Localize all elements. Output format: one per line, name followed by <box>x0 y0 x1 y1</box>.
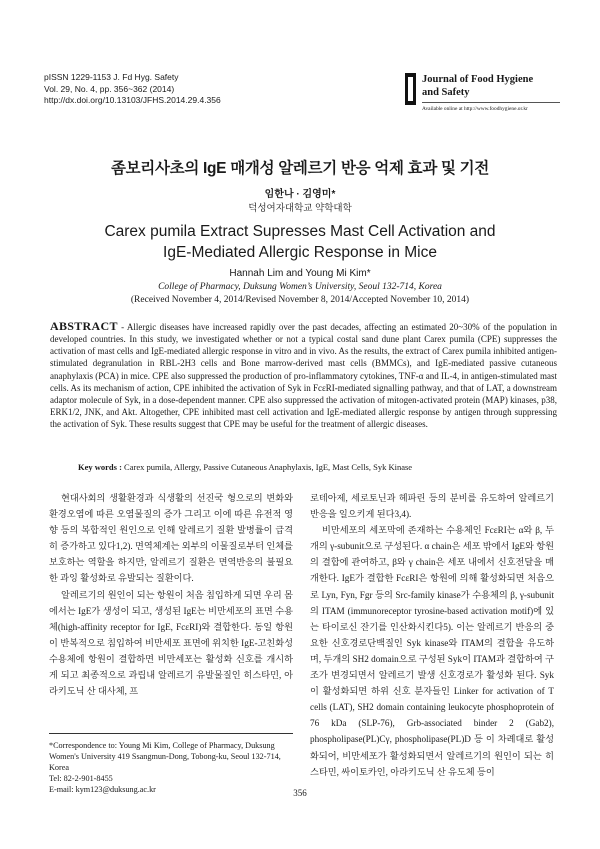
received-dates: (Received November 4, 2014/Revised November 8, 2014/Accepted November 10, 2014) <box>130 295 470 305</box>
journal-logo-divider <box>422 102 560 103</box>
affiliation-english: College of Pharmacy, Duksung Women’s University, Seoul 132-714, Korea <box>158 282 442 292</box>
authors-korean: 임한나 · 김영미* <box>264 189 336 200</box>
body-paragraph: 비만세포의 세포막에 존재하는 수용체인 FcεRI는 α와 β, 두개의 γ-subunit으로 구성된다. α chain은 세포 밖에서 IgE와 항원의 결합에 관여하고, β와 γ chain은 세포 내에서 신호전달을 매개한다. IgE가 결합한 FcεRI은 항원에 의해 활성화되면 처음으로 Lyn, Fyn, Fgr 등의 Src-family kinase가 수용체의 β, γ-subunit의 ITAM (immunoreceptor tyrosine-based activation motif)에 있는 타이로신 잔기를 인산화시킨다5). 이는 알레르기 반응의 중요한 신호경로단백질인 Syk kinase와 ITAM의 결합을 유도하며, 두개의 SH2 domain으로 구성된 Syk이 ITAM과 결합하여 구조가 변경되면서 알레르기 발생 신호경로가 활성화 된다. Syk이 활성화되면 하위 신호 분자들인 Linker for activation of T cells (LAT), SH2 domain containing leukocyte phosphoprotein of 76 kDa (SLP-76), Grb-associated binder 2 (Gab2), phospholipase(PL)Cγ, phospholipase(PL)D 등 이 차례대로 활성화되어, 비만세포가 활성화되면서 알레르기의 원인이 되는 히스타민, 싸이토카인, 아라키도닉 산 유도체 등이 <box>310 525 554 777</box>
doi-line: http://dx.doi.org/10.13103/JFHS.2014.29.4.356 <box>44 95 221 105</box>
correspondence-footnote <box>49 740 295 795</box>
journal-logo <box>405 73 555 115</box>
abstract-heading: ABSTRACT <box>50 319 118 333</box>
body-paragraph: 현대사회의 생활환경과 식생활의 선진국 형으로의 변화와 환경오염에 따른 오염물질의 증가 그리고 이에 따른 유전적 영향 등의 복합적인 원인으로 인해 알레르기 질환 발병률이 급격히 증가하고 있다1,2). 면역체계는 외부의 이물질로부터 인체를 보호하는 역할을 하지만, 알레르기 질환은 면역반응의 불필요한 과잉 활성화로 유발되는 질환이다. <box>49 493 293 584</box>
title-english <box>60 221 540 263</box>
abstract-text: - Allergic diseases have increased rapidly over the past decades, affecting an estimated 20~30% of the population in developed countries. In this study, we investigated whether or not a typical costal sand dune plant Carex pumila (CPE) suppresses the activation of mast cells and IgE-mediated allergic response in vitro and in vivo. As the results, the extract of Carex pumila inhibited antigen-stimulated degranulation in RBL-2H3 cells and Bone marrow-derived mast cells (BMMCs), and IgE-mediated passive cutaneous anaphylaxis (PCA) in mice. CPE also suppressed the production of pro-inflammatory cytokines, TNF-α and IL-4, in antigen-stimulated mast cells. As its mechanism of action, CPE inhibited the activation of Syk in FcεRI-mediated signalling pathway, and that of LAT, a downstream adaptor molecule of Syk, in a dose-dependent manner. CPE also suppressed the activation of mitogen-activated protein (MAP) kinases, p38, ERK1/2, JNK, and Akt. Altogether, CPE inhibited mast cell activation and IgE-mediated allergic response by antigen through suppressing the activation of Syk. These results suggest that CPE may be useful for the treatment of allergic diseases. <box>50 322 557 430</box>
journal-name <box>422 73 562 99</box>
keywords-label: Key words : <box>78 462 122 472</box>
body-paragraph: 로테아제, 세로토닌과 헤파린 등의 분비를 유도하여 알레르기 반응을 일으키게 된다3,4). <box>310 493 554 520</box>
title-english-line1: Carex pumila Extract Supresses Mast Cell Activation and <box>104 223 496 240</box>
journal-name-line1: Journal of Food Hygiene <box>422 74 534 85</box>
abstract <box>50 320 557 430</box>
journal-url: Available online at http://www.foodhygiene.or.kr <box>422 106 528 112</box>
title-korean: 좀보리사초의 IgE 매개성 알레르기 반응 억제 효과 및 기전 <box>110 160 490 177</box>
affiliation-korean: 덕성여자대학교 약학대학 <box>248 203 352 214</box>
issn-line: pISSN 1229-1153 J. Fd Hyg. Safety <box>44 72 179 82</box>
footnote-address: *Correspondence to: Young Mi Kim, College of Pharmacy, Duksung Women's University 419 Ssangmun-Dong, Tobong-ku, Seoul 132-714, Korea <box>49 741 281 772</box>
authors-english: Hannah Lim and Young Mi Kim* <box>229 268 371 279</box>
volume-line: Vol. 29, No. 4, pp. 356~362 (2014) <box>44 83 175 94</box>
body-column-right <box>310 490 554 780</box>
page-number: 356 <box>293 788 307 798</box>
article-metadata <box>44 72 221 107</box>
keywords <box>78 462 412 472</box>
body-column-left <box>49 490 293 699</box>
journal-name-line2: and Safety <box>422 87 470 98</box>
body-paragraph: 알레르기의 원인이 되는 항원이 처음 침입하게 되면 우리 몸에서는 IgE가 생성이 되고, 생성된 IgE는 비만세포의 표면 수용체(high-affinity receptor for IgE, FcεRI)와 결합한다. 동일 항원이 반복적으로 침입하여 비만세포 표면에 위치한 IgE-고친화성 수용체에 항원이 결합하면 비만세포는 활성화 신호를 개시하게 되고 최종적으로 과립내 알레르기 유발물질인 히스타민, 아라키도닉 산 대사체, 프 <box>49 589 293 697</box>
footnote-email: E-mail: kym123@duksung.ac.kr <box>49 785 156 794</box>
footnote-phone: Tel: 82-2-901-8455 <box>49 774 113 783</box>
keywords-text: Carex pumila, Allergy, Passive Cutaneous Anaphylaxis, IgE, Mast Cells, Syk Kinase <box>121 462 413 472</box>
journal-logo-mark <box>405 73 416 105</box>
footnote-divider <box>49 733 293 734</box>
title-english-line2: IgE-Mediated Allergic Response in Mice <box>163 244 437 261</box>
